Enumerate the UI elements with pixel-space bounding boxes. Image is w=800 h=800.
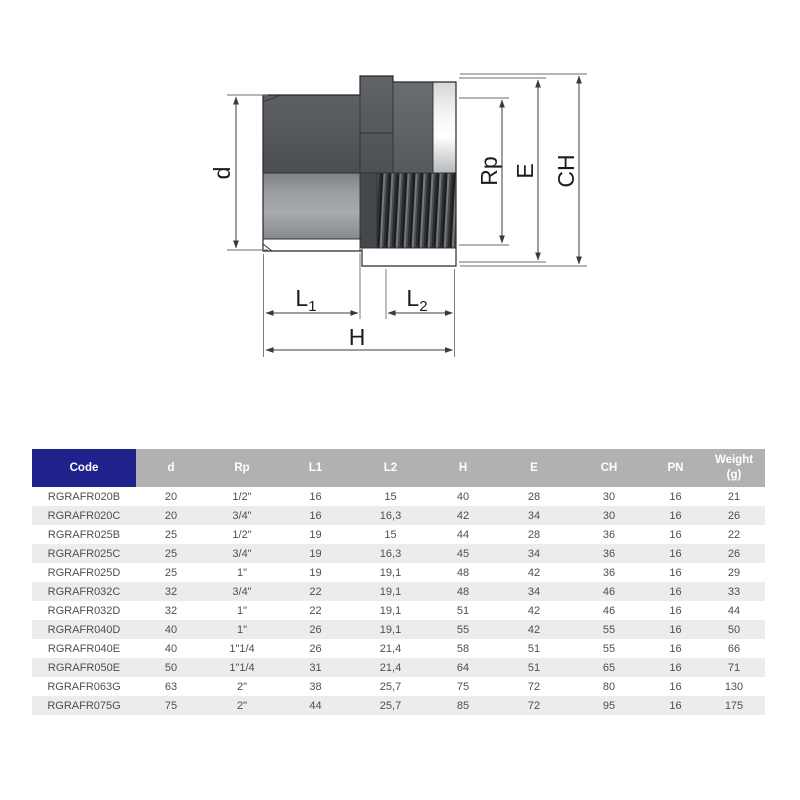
cell-d: 63 — [136, 677, 206, 696]
cell-ch: 36 — [570, 525, 648, 544]
cell-rp: 2" — [206, 677, 278, 696]
cell-h: 48 — [428, 563, 498, 582]
cell-code: RGRAFR075G — [32, 696, 136, 715]
cell-h: 58 — [428, 639, 498, 658]
cell-code: RGRAFR050E — [32, 658, 136, 677]
cell-h: 44 — [428, 525, 498, 544]
dim-label-h: H — [348, 324, 366, 350]
cell-rp: 1/2" — [206, 525, 278, 544]
cell-l2: 19,1 — [353, 563, 428, 582]
cell-ch: 65 — [570, 658, 648, 677]
col-header-l1: L1 — [278, 449, 353, 487]
cell-l2: 25,7 — [353, 696, 428, 715]
cell-pn: 16 — [648, 525, 703, 544]
cell-l2: 25,7 — [353, 677, 428, 696]
cell-d: 20 — [136, 506, 206, 525]
table-row — [32, 639, 765, 658]
cell-code: RGRAFR020B — [32, 487, 136, 506]
col-header-e: E — [498, 449, 570, 487]
cell-pn: 16 — [648, 601, 703, 620]
cell-d: 32 — [136, 582, 206, 601]
cell-weight: 130 — [703, 677, 765, 696]
cell-rp: 3/4" — [206, 506, 278, 525]
cell-h: 64 — [428, 658, 498, 677]
table-header — [32, 449, 765, 487]
table-body — [32, 487, 765, 715]
cell-weight: 71 — [703, 658, 765, 677]
dim-label-ch: CH — [553, 154, 579, 188]
cell-d: 25 — [136, 525, 206, 544]
cell-e: 34 — [498, 544, 570, 563]
cell-rp: 1" — [206, 563, 278, 582]
cell-ch: 36 — [570, 563, 648, 582]
cell-pn: 16 — [648, 582, 703, 601]
cell-rp: 1"1/4 — [206, 639, 278, 658]
cell-e: 42 — [498, 620, 570, 639]
cell-weight: 29 — [703, 563, 765, 582]
dim-label-d: d — [209, 166, 235, 180]
table-row — [32, 506, 765, 525]
cell-d: 25 — [136, 563, 206, 582]
cell-d: 40 — [136, 620, 206, 639]
cell-weight: 66 — [703, 639, 765, 658]
cell-pn: 16 — [648, 677, 703, 696]
cell-e: 72 — [498, 677, 570, 696]
cell-d: 32 — [136, 601, 206, 620]
fitting-body — [263, 76, 456, 266]
cell-l1: 22 — [278, 582, 353, 601]
cell-ch: 30 — [570, 487, 648, 506]
cell-weight: 26 — [703, 544, 765, 563]
cell-code: RGRAFR025D — [32, 563, 136, 582]
cell-l2: 19,1 — [353, 582, 428, 601]
cell-weight: 50 — [703, 620, 765, 639]
cell-e: 28 — [498, 525, 570, 544]
cell-pn: 16 — [648, 639, 703, 658]
bore-surface — [263, 173, 360, 239]
cell-h: 51 — [428, 601, 498, 620]
header-row — [32, 449, 765, 487]
col-header-l2: L2 — [353, 449, 428, 487]
cell-rp: 2" — [206, 696, 278, 715]
col-header-d: d — [136, 449, 206, 487]
cell-d: 50 — [136, 658, 206, 677]
cell-rp: 3/4" — [206, 582, 278, 601]
cell-code: RGRAFR032C — [32, 582, 136, 601]
cell-l1: 16 — [278, 487, 353, 506]
cell-l1: 31 — [278, 658, 353, 677]
table-row — [32, 677, 765, 696]
cell-h: 55 — [428, 620, 498, 639]
cell-ch: 36 — [570, 544, 648, 563]
cell-ch: 46 — [570, 582, 648, 601]
cell-l2: 15 — [353, 487, 428, 506]
cell-h: 48 — [428, 582, 498, 601]
table-row — [32, 696, 765, 715]
cell-weight: 21 — [703, 487, 765, 506]
cell-weight: 33 — [703, 582, 765, 601]
col-header-ch: CH — [570, 449, 648, 487]
cell-rp: 1" — [206, 601, 278, 620]
hex-highlight — [433, 82, 456, 173]
cell-e: 42 — [498, 601, 570, 620]
cell-ch: 46 — [570, 601, 648, 620]
cell-l2: 19,1 — [353, 620, 428, 639]
cell-d: 40 — [136, 639, 206, 658]
col-header-h: H — [428, 449, 498, 487]
cell-pn: 16 — [648, 563, 703, 582]
table-row — [32, 487, 765, 506]
cell-h: 45 — [428, 544, 498, 563]
cell-ch: 55 — [570, 639, 648, 658]
cell-l1: 44 — [278, 696, 353, 715]
cell-code: RGRAFR025B — [32, 525, 136, 544]
cell-ch: 95 — [570, 696, 648, 715]
cell-e: 51 — [498, 639, 570, 658]
cell-pn: 16 — [648, 487, 703, 506]
table-row — [32, 620, 765, 639]
cell-pn: 16 — [648, 544, 703, 563]
thread-section — [377, 173, 456, 248]
hatch-section-right — [362, 248, 456, 266]
col-header-code: Code — [32, 449, 136, 487]
hatch-section-left — [263, 239, 362, 251]
cell-ch: 55 — [570, 620, 648, 639]
cell-d: 25 — [136, 544, 206, 563]
dim-label-rp: Rp — [476, 156, 502, 186]
cell-code: RGRAFR040E — [32, 639, 136, 658]
cell-l1: 38 — [278, 677, 353, 696]
cell-e: 72 — [498, 696, 570, 715]
cell-l1: 16 — [278, 506, 353, 525]
cell-l1: 22 — [278, 601, 353, 620]
collar-section — [360, 76, 393, 173]
cell-d: 75 — [136, 696, 206, 715]
cell-pn: 16 — [648, 658, 703, 677]
cell-h: 40 — [428, 487, 498, 506]
table-row — [32, 544, 765, 563]
cell-code: RGRAFR025C — [32, 544, 136, 563]
cell-code: RGRAFR020C — [32, 506, 136, 525]
spec-table — [32, 449, 765, 715]
cell-weight: 22 — [703, 525, 765, 544]
cell-l2: 15 — [353, 525, 428, 544]
table-row — [32, 601, 765, 620]
table-row — [32, 582, 765, 601]
cell-rp: 1" — [206, 620, 278, 639]
cell-rp: 1"1/4 — [206, 658, 278, 677]
cell-rp: 3/4" — [206, 544, 278, 563]
col-header-rp: Rp — [206, 449, 278, 487]
cell-h: 42 — [428, 506, 498, 525]
cell-ch: 30 — [570, 506, 648, 525]
cell-l2: 16,3 — [353, 544, 428, 563]
col-header-weight: Weight (g) — [703, 449, 765, 487]
table-row — [32, 525, 765, 544]
cell-l1: 19 — [278, 563, 353, 582]
cell-l2: 21,4 — [353, 658, 428, 677]
hex-panel — [393, 82, 433, 173]
cell-h: 85 — [428, 696, 498, 715]
cell-weight: 44 — [703, 601, 765, 620]
table-row — [32, 563, 765, 582]
cell-weight: 26 — [703, 506, 765, 525]
dim-label-l1: $L_1$ — [295, 285, 317, 315]
cell-l2: 19,1 — [353, 601, 428, 620]
cell-code: RGRAFR040D — [32, 620, 136, 639]
cell-d: 20 — [136, 487, 206, 506]
cell-e: 51 — [498, 658, 570, 677]
cell-pn: 16 — [648, 696, 703, 715]
cell-e: 42 — [498, 563, 570, 582]
cell-l1: 26 — [278, 639, 353, 658]
cell-l1: 19 — [278, 525, 353, 544]
cell-l1: 26 — [278, 620, 353, 639]
cell-weight: 175 — [703, 696, 765, 715]
socket-wall — [360, 173, 377, 248]
dim-label-e: E — [512, 163, 538, 179]
cell-e: 34 — [498, 506, 570, 525]
cell-ch: 80 — [570, 677, 648, 696]
cell-pn: 16 — [648, 620, 703, 639]
cell-h: 75 — [428, 677, 498, 696]
dim-label-l2: $L_2$ — [406, 285, 428, 315]
cell-rp: 1/2" — [206, 487, 278, 506]
cell-code: RGRAFR032D — [32, 601, 136, 620]
cell-code: RGRAFR063G — [32, 677, 136, 696]
cell-l2: 16,3 — [353, 506, 428, 525]
cell-e: 34 — [498, 582, 570, 601]
cell-pn: 16 — [648, 506, 703, 525]
cell-l1: 19 — [278, 544, 353, 563]
cell-l2: 21,4 — [353, 639, 428, 658]
table-row — [32, 658, 765, 677]
spigot-section — [263, 95, 360, 173]
col-header-pn: PN — [648, 449, 703, 487]
cell-e: 28 — [498, 487, 570, 506]
